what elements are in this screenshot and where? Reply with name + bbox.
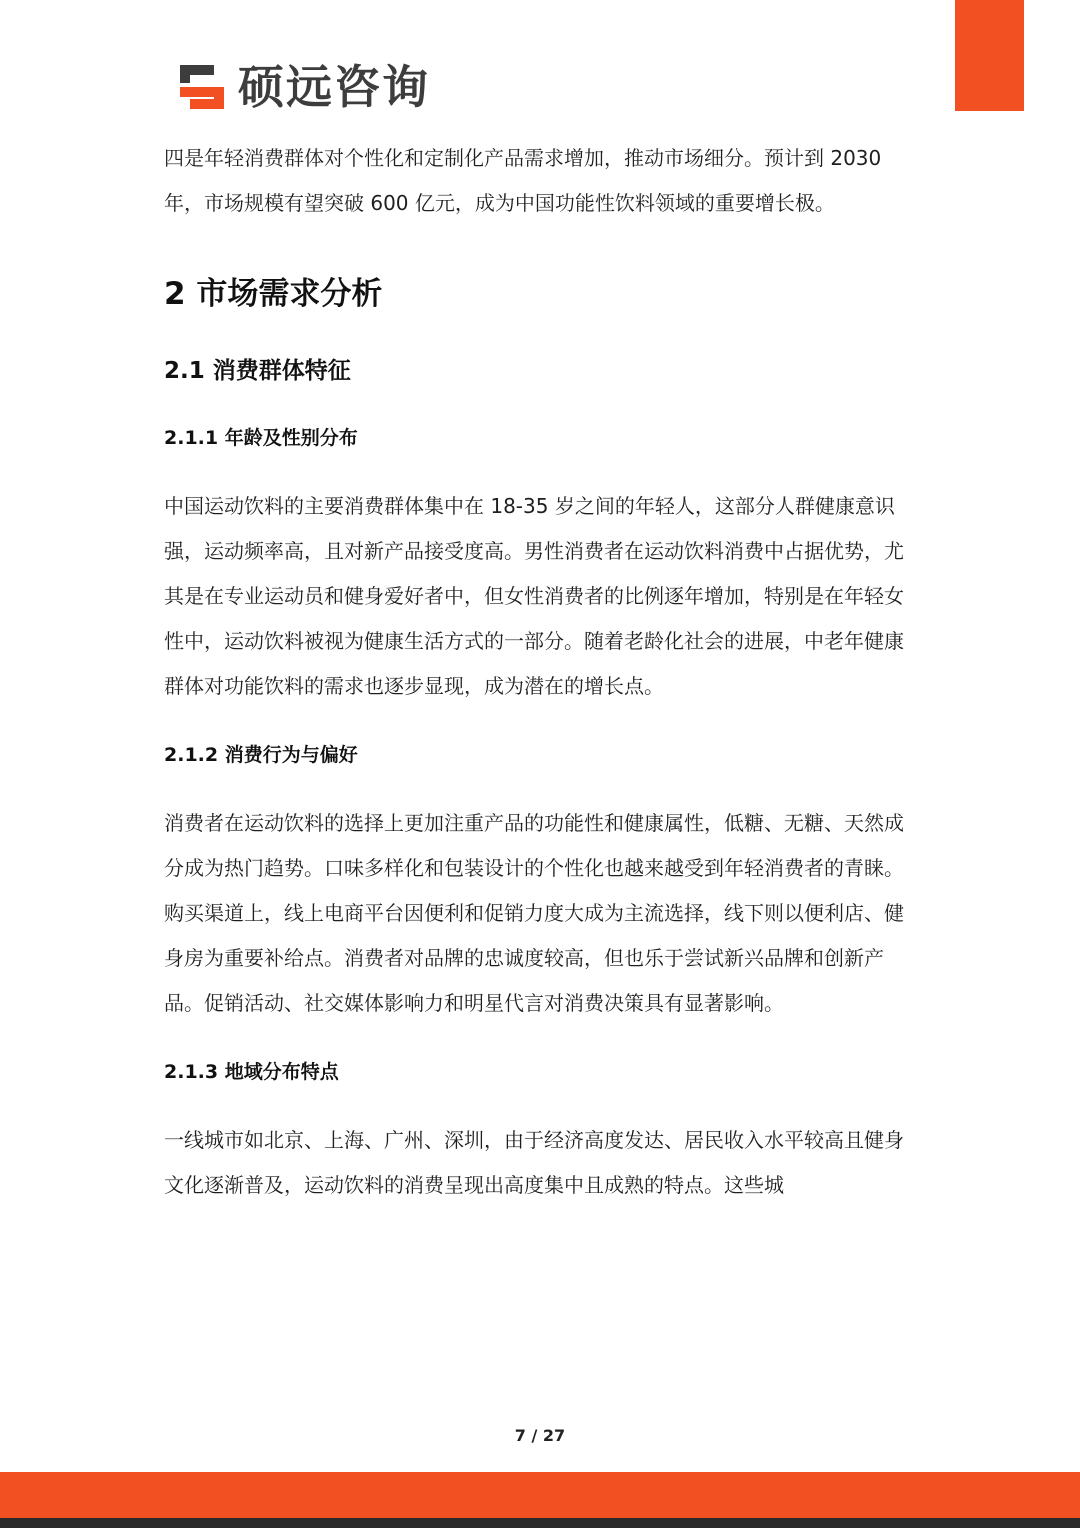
subsection-heading: 2.1 消费群体特征: [164, 358, 351, 384]
item-heading-age-gender: 2.1.1 年龄及性别分布: [164, 427, 358, 449]
footer-dark-strip: [0, 1518, 1080, 1528]
brand-mark-icon: [176, 61, 228, 113]
item-heading-region: 2.1.3 地域分布特点: [164, 1061, 339, 1083]
age-gender-paragraph: 中国运动饮料的主要消费群体集中在 18-35 岁之间的年轻人，这部分人群健康意识强，运动频率高，且对新产品接受度高。男性消费者在运动饮料消费中占据优势，尤其是在专业运动员和健身爱好者中，但女性消费者的比例逐年增加，特别是在年轻女性中，运动饮料被视为健康生活方式的一部分。随着老龄化社会的进展，中老年健康群体对功能饮料的需求也逐步显现，成为潜在的增长点。: [164, 494, 904, 698]
behavior-paragraph: 消费者在运动饮料的选择上更加注重产品的功能性和健康属性，低糖、无糖、天然成分成为热门趋势。口味多样化和包装设计的个性化也越来越受到年轻消费者的青睐。购买渠道上，线上电商平台因便利和促销力度大成为主流选择，线下则以便利店、健身房为重要补给点。消费者对品牌的忠诚度较高，但也乐于尝试新兴品牌和创新产品。促销活动、社交媒体影响力和明星代言对消费决策具有显著影响。: [164, 811, 904, 1015]
document-body: [164, 136, 920, 1208]
region-paragraph: 一线城市如北京、上海、广州、深圳，由于经济高度发达、居民收入水平较高且健身文化逐渐普及，运动饮料的消费呈现出高度集中且成熟的特点。这些城: [164, 1128, 904, 1197]
item-heading-behavior: 2.1.2 消费行为与偏好: [164, 744, 358, 766]
section-heading: 2 市场需求分析: [164, 276, 383, 312]
corner-accent-tab: [955, 0, 1024, 111]
intro-paragraph: 四是年轻消费群体对个性化和定制化产品需求增加，推动市场细分。预计到 2030 年，市场规模有望突破 600 亿元，成为中国功能性饮料领域的重要增长极。: [164, 146, 882, 215]
brand-name: 硕远咨询: [238, 60, 430, 114]
brand-logo: [176, 60, 430, 114]
footer-accent-bar: [0, 1472, 1080, 1518]
page-number: 7 / 27: [514, 1426, 566, 1445]
